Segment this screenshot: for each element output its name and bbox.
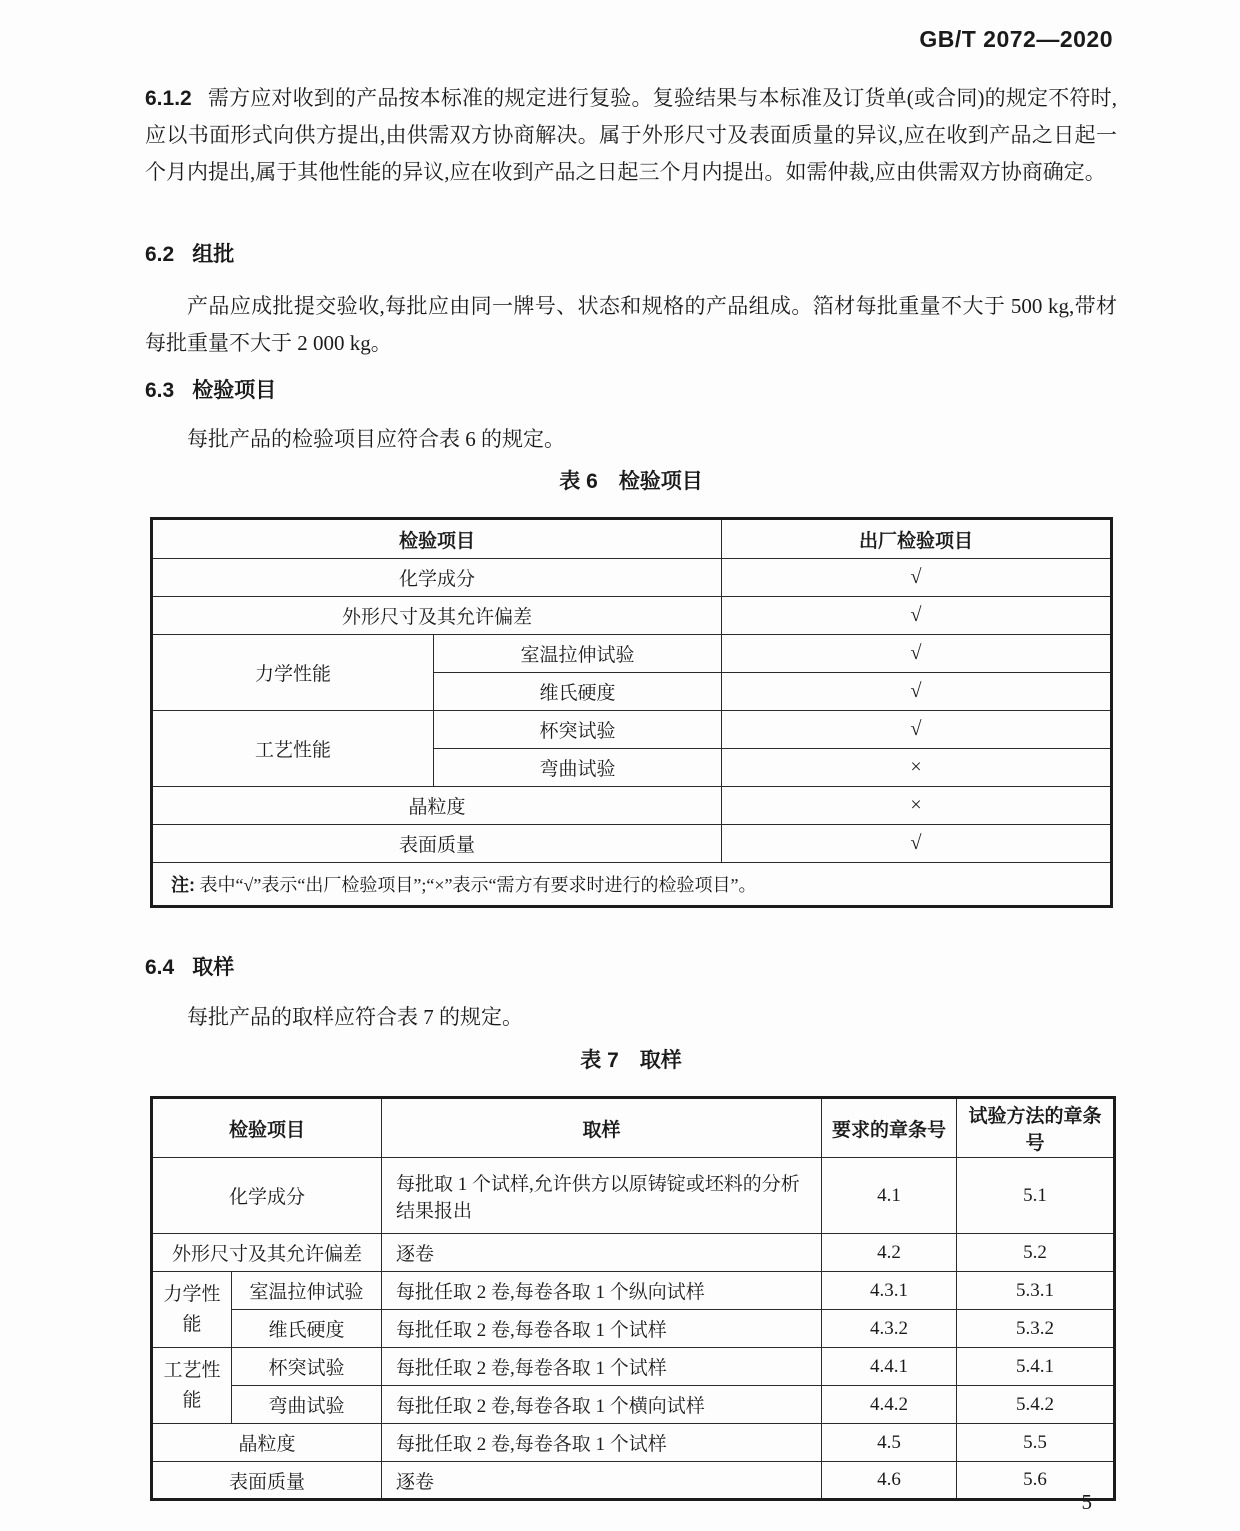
section-6-3-title: 检验项目 (192, 379, 277, 402)
table6-note-label: 注: (171, 875, 195, 895)
table7-cell-method: 5.3.2 (957, 1310, 1115, 1348)
table7-cell-method: 5.1 (957, 1158, 1115, 1234)
table7-cell-method: 5.6 (957, 1462, 1115, 1500)
page-number: 5 (1081, 1490, 1092, 1514)
table7-cell-sampling: 每批任取 2 卷,每卷各取 1 个横向试样 (382, 1386, 822, 1424)
table7-cell-requirement: 4.3.2 (822, 1310, 957, 1348)
table7-cell-requirement: 4.2 (822, 1234, 957, 1272)
table7-cell-method: 5.3.1 (957, 1272, 1115, 1310)
table6-cell-mark: × (722, 787, 1112, 825)
table6-header-item: 检验项目 (152, 519, 722, 559)
table-row (152, 1098, 1115, 1158)
table7-header-item: 检验项目 (152, 1098, 382, 1158)
table7-cell-method: 5.4.2 (957, 1386, 1115, 1424)
table-7-caption: 表 7 取样 (580, 1049, 682, 1072)
section-6-4-heading (145, 951, 234, 981)
table-row (152, 1462, 1115, 1500)
table7-cell-requirement: 4.3.1 (822, 1272, 957, 1310)
section-6-1-2-paragraph (145, 80, 1117, 191)
table6-cell-label: 外形尺寸及其允许偏差 (152, 597, 722, 635)
table6-header-factory: 出厂检验项目 (722, 519, 1112, 559)
table6-group-process: 工艺性能 (152, 711, 434, 787)
table6-note (152, 863, 1112, 907)
table6-cell-label: 弯曲试验 (434, 749, 722, 787)
table7-cell-item: 外形尺寸及其允许偏差 (152, 1234, 382, 1272)
table-row (152, 597, 1112, 635)
table7-cell-item: 晶粒度 (152, 1424, 382, 1462)
table6-cell-label: 杯突试验 (434, 711, 722, 749)
table-row (152, 1424, 1115, 1462)
section-6-3-paragraph: 每批产品的检验项目应符合表 6 的规定。 (187, 427, 565, 451)
table7-cell-item: 弯曲试验 (232, 1386, 382, 1424)
table6-cell-label: 室温拉伸试验 (434, 635, 722, 673)
table6-cell-mark: × (722, 749, 1112, 787)
table-row (152, 1386, 1115, 1424)
section-6-4-paragraph: 每批产品的取样应符合表 7 的规定。 (187, 1005, 523, 1029)
table6-cell-label: 化学成分 (152, 559, 722, 597)
table-row (152, 559, 1112, 597)
section-6-3-heading (145, 374, 276, 404)
table7-header-sampling: 取样 (382, 1098, 822, 1158)
table7-cell-requirement: 4.4.2 (822, 1386, 957, 1424)
section-6-3-number: 6.3 (145, 379, 175, 402)
table-row (152, 1310, 1115, 1348)
table7-cell-sampling: 每批任取 2 卷,每卷各取 1 个试样 (382, 1310, 822, 1348)
table7-cell-method: 5.5 (957, 1424, 1115, 1462)
table7-group-process: 工艺性能 (152, 1348, 232, 1424)
table6-cell-label: 晶粒度 (152, 787, 722, 825)
table7-header-requirement: 要求的章条号 (822, 1098, 957, 1158)
table-row (152, 1272, 1115, 1310)
table7-cell-item: 维氏硬度 (232, 1310, 382, 1348)
table6-cell-mark: √ (722, 635, 1112, 673)
table-row (152, 825, 1112, 863)
table-7-sampling (150, 1096, 1116, 1501)
table6-cell-mark: √ (722, 559, 1112, 597)
standard-code-header: GB/T 2072—2020 (919, 26, 1113, 52)
table7-cell-method: 5.4.1 (957, 1348, 1115, 1386)
table6-cell-mark: √ (722, 825, 1112, 863)
table-row (152, 635, 1112, 673)
table7-cell-item: 化学成分 (152, 1158, 382, 1234)
table7-group-mechanical: 力学性能 (152, 1272, 232, 1348)
table7-cell-item: 表面质量 (152, 1462, 382, 1500)
table6-note-text: 表中“√”表示“出厂检验项目”;“×”表示“需方有要求时进行的检验项目”。 (199, 875, 757, 895)
table-row (152, 1158, 1115, 1234)
section-6-1-2-text: 需方应对收到的产品按本标准的规定进行复验。复验结果与本标准及订货单(或合同)的规定不符时,应以书面形式向供方提出,由供需双方协商解决。属于外形尺寸及表面质量的异议,应在收到产品之日起一个月内提出,属于其他性能的异议,应在收到产品之日起三个月内提出。如需仲裁,应由供需双方协商确定。 (145, 86, 1117, 184)
table6-cell-mark: √ (722, 673, 1112, 711)
table-row (152, 1234, 1115, 1272)
table7-cell-sampling: 每批取 1 个试样,允许供方以原铸锭或坯料的分析结果报出 (382, 1158, 822, 1234)
table-row (152, 711, 1112, 749)
table7-cell-requirement: 4.1 (822, 1158, 957, 1234)
table6-cell-label: 表面质量 (152, 825, 722, 863)
table-6-inspection-items (150, 517, 1113, 908)
table6-cell-label: 维氏硬度 (434, 673, 722, 711)
table7-cell-sampling: 每批任取 2 卷,每卷各取 1 个纵向试样 (382, 1272, 822, 1310)
table7-cell-requirement: 4.5 (822, 1424, 957, 1462)
section-6-1-2-number: 6.1.2 (145, 87, 192, 110)
table7-cell-sampling: 每批任取 2 卷,每卷各取 1 个试样 (382, 1348, 822, 1386)
table7-cell-sampling: 逐卷 (382, 1234, 822, 1272)
table7-cell-requirement: 4.4.1 (822, 1348, 957, 1386)
table-row (152, 519, 1112, 559)
section-6-4-number: 6.4 (145, 956, 175, 979)
section-6-2-number: 6.2 (145, 243, 175, 266)
table7-cell-method: 5.2 (957, 1234, 1115, 1272)
section-6-4-title: 取样 (192, 956, 235, 979)
table7-header-method: 试验方法的章条号 (957, 1098, 1115, 1158)
table-row (152, 863, 1112, 907)
table7-cell-item: 室温拉伸试验 (232, 1272, 382, 1310)
table-row (152, 1348, 1115, 1386)
table6-group-mechanical: 力学性能 (152, 635, 434, 711)
section-6-2-paragraph: 产品应成批提交验收,每批应由同一牌号、状态和规格的产品组成。箔材每批重量不大于 500 kg,带材每批重量不大于 2 000 kg。 (145, 294, 1117, 355)
table6-cell-mark: √ (722, 711, 1112, 749)
table7-cell-sampling: 每批任取 2 卷,每卷各取 1 个试样 (382, 1424, 822, 1462)
table6-cell-mark: √ (722, 597, 1112, 635)
table7-cell-requirement: 4.6 (822, 1462, 957, 1500)
table7-cell-item: 杯突试验 (232, 1348, 382, 1386)
section-6-2-heading (145, 238, 234, 268)
table-6-caption: 表 6 检验项目 (559, 470, 703, 493)
section-6-2-title: 组批 (192, 243, 235, 266)
table-row (152, 787, 1112, 825)
table7-cell-sampling: 逐卷 (382, 1462, 822, 1500)
